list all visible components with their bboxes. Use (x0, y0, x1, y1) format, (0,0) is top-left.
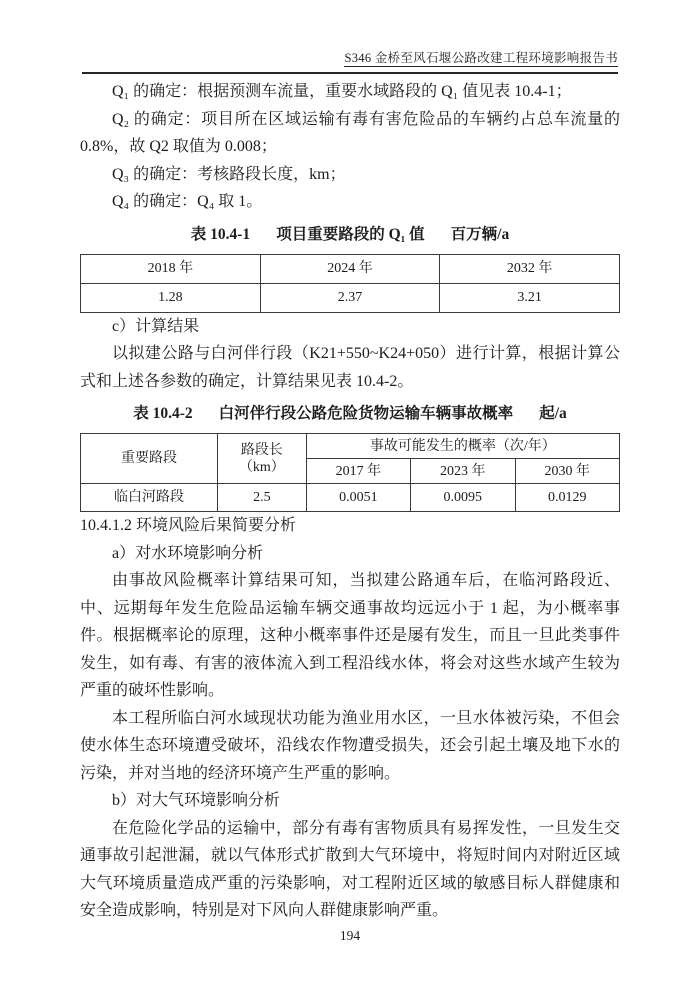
page-content (80, 78, 620, 925)
table-row (81, 283, 620, 312)
table1-header-cell: 2024 年 (260, 254, 440, 283)
subsection-a-heading: a）对水环境影响分析 (112, 544, 264, 562)
table-row (81, 484, 620, 512)
table-10-4-1 (80, 254, 620, 313)
table-10-4-2-caption (80, 402, 620, 426)
table2-length-header-line1: 路段长 (240, 442, 283, 458)
table-10-4-1-caption-unit: 百万辆/a (450, 225, 510, 243)
page-header (82, 48, 618, 74)
table2-year-header-cell: 2030 年 (515, 459, 619, 484)
subsection-b-heading: b）对大气环境影响分析 (112, 792, 281, 809)
table1-value-cell: 2.37 (260, 283, 440, 312)
table2-probability-group-header-cell: 事故可能发生的概率（次/年） (306, 434, 619, 459)
table1-header-cell: 2032 年 (440, 254, 620, 283)
table-10-4-1-caption (80, 223, 620, 247)
table1-header-cell: 2018 年 (81, 254, 261, 283)
paragraph-water-impact-2: 本工程所临白河水域现状功能为渔业用水区，一旦水体被污染，不但会使水体生态环境遭受破坏，沿线农作物遭受损失，还会引起土壤及地下水的污染，并对当地的经济环境产生严重的影响。 (80, 709, 620, 782)
paragraph-q2-definition: Q₂ 的确定：项目所在区域运输有毒有害危险品的车辆约占总车流量的 0.8%，故 Q2 取值为 0.008； (80, 110, 620, 155)
table-10-4-1-caption-label: 表 10.4-1 (190, 225, 251, 243)
page-number: 194 (339, 928, 361, 943)
paragraph-calculation: 以拟建公路与白河伴行段（K21+550~K24+050）进行计算，根据计算公式和上述各参数的确定，计算结果见表 10.4-2。 (80, 345, 620, 390)
table1-value-cell: 3.21 (440, 283, 620, 312)
paragraph-q4-definition: Q₄ 的确定：Q₄ 取 1。 (112, 193, 263, 210)
table-10-4-2-caption-label: 表 10.4-2 (133, 405, 193, 422)
table1-value-cell: 1.28 (81, 283, 261, 312)
table2-probability-value-cell: 0.0129 (515, 484, 619, 512)
paragraph-water-impact-1: 由事故风险概率计算结果可知，当拟建公路通车后，在临河路段近、中、远期每年发生危险品运输车辆交通事故均远远小于 1 起，为小概率事件。根据概率论的原理，这种小概率事件还是屡有发生，而且一旦此类事件发生，如有毒、有害的液体流入到工程沿线水体，将会对这些水域产生较为严重的破坏性影响。 (80, 572, 620, 699)
table2-year-header-cell: 2017 年 (306, 459, 410, 484)
table2-road-value-cell: 临白河路段 (81, 484, 218, 512)
table-row (81, 254, 620, 283)
table2-year-header-cell: 2023 年 (411, 459, 515, 484)
paragraph-q1-definition: Q₁ 的确定：根据预测车流量，重要水域路段的 Q₁ 值见表 10.4-1； (112, 83, 572, 100)
subsection-c-heading: c）计算结果 (112, 317, 200, 335)
table2-probability-value-cell: 0.0095 (411, 484, 515, 512)
table-row (81, 434, 620, 459)
table-10-4-2 (80, 433, 620, 512)
report-title: S346 金桥至风石堰公路改建工程环境影响报告书 (344, 51, 618, 65)
table2-road-header-cell: 重要路段 (81, 434, 218, 484)
paragraph-air-impact: 在危险化学品的运输中，部分有毒有害物质具有易挥发性，一旦发生交通事故引起泄漏，就以气体形式扩散到大气环境中，将短时间内对附近区域大气环境质量造成严重的污染影响，对工程附近区域的敏感目标人群健康和安全造成影响，特别是对下风向人群健康影响严重。 (80, 819, 620, 919)
table-10-4-2-caption-title: 白河伴行段公路危险货物运输车辆事故概率 (218, 405, 514, 422)
paragraph-q3-definition: Q₃ 的确定：考核路段长度，km； (112, 165, 346, 183)
table-10-4-1-caption-title: 项目重要路段的 Q₁ 值 (276, 225, 425, 243)
table2-length-header-cell (218, 434, 307, 484)
table2-length-value-cell: 2.5 (218, 484, 307, 512)
table-10-4-2-caption-unit: 起/a (539, 405, 567, 422)
table2-probability-value-cell: 0.0051 (306, 484, 410, 512)
table2-length-header-line2: （km） (238, 459, 285, 475)
section-10-4-1-2-heading: 10.4.1.2 环境风险后果简要分析 (80, 517, 297, 534)
